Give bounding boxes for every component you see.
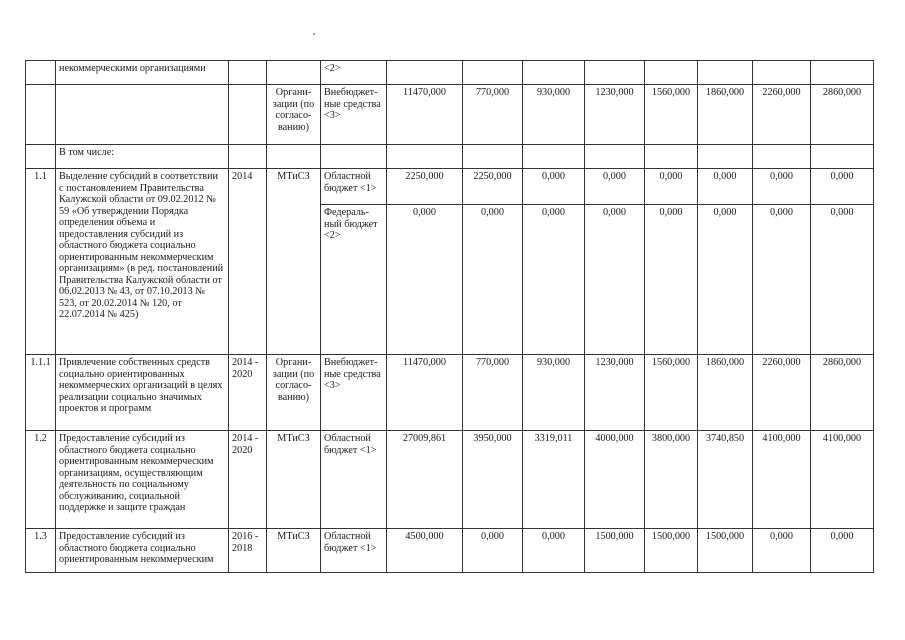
row-number-cell xyxy=(26,145,56,169)
value-total: 11470,000 xyxy=(387,355,463,431)
value-2019: 4100,000 xyxy=(753,431,811,529)
value-2019: 2260,000 xyxy=(753,355,811,431)
value-total: 4500,000 xyxy=(387,529,463,573)
measure-name-cell: Предоставление субсидий из областного бюджета социально ориентированным некоммерческим организациям, осуществляющим деятельность по социальному обслуживанию, социальной поддержке и защите граждан xyxy=(56,431,229,529)
value-2014: 0,000 xyxy=(463,529,523,573)
table-row xyxy=(26,355,874,431)
funding-source-cell: Областной бюджет <1> xyxy=(321,431,387,529)
value-2016: 4000,000 xyxy=(585,431,645,529)
row-number-cell: 1.3 xyxy=(26,529,56,573)
value-cell xyxy=(698,145,753,169)
value-2019: 0,000 xyxy=(753,205,811,355)
year-cell xyxy=(229,85,267,145)
value-cell xyxy=(753,61,811,85)
funding-source-cell xyxy=(321,145,387,169)
value-2015: 3319,011 xyxy=(523,431,585,529)
value-2016: 1500,000 xyxy=(585,529,645,573)
value-2017: 1500,000 xyxy=(645,529,698,573)
measure-name-cell: некоммерческими организациями xyxy=(56,61,229,85)
value-2017: 1560,000 xyxy=(645,85,698,145)
value-2017: 3800,000 xyxy=(645,431,698,529)
value-2020: 4100,000 xyxy=(811,431,874,529)
table-row xyxy=(26,61,874,85)
row-number-cell xyxy=(26,85,56,145)
measure-name-cell xyxy=(56,85,229,145)
value-2014: 0,000 xyxy=(463,205,523,355)
year-cell xyxy=(229,61,267,85)
year-cell xyxy=(229,145,267,169)
table-row xyxy=(26,85,874,145)
value-total: 2250,000 xyxy=(387,169,463,205)
funding-source-cell: Областной бюджет <1> xyxy=(321,169,387,205)
row-number-cell: 1.2 xyxy=(26,431,56,529)
value-cell xyxy=(645,145,698,169)
value-cell xyxy=(523,61,585,85)
table-row xyxy=(26,529,874,573)
measure-name-cell: Выделение субсидий в соответствии с постановлением Правительства Калужской области от 09.02.2012 № 59 «Об утверждении Порядка определения объема и предоставления субсидий из областного бюджета социально ориентированным некоммерческим организациям» (в ред. постановлений Правительства Калужской области от 06.02.2013 № 43, от 07.10.2013 № 523, от 20.02.2014 № 120, от 22.07.2014 № 425) xyxy=(56,169,229,355)
value-2018: 1500,000 xyxy=(698,529,753,573)
executor-cell xyxy=(267,145,321,169)
value-total: 0,000 xyxy=(387,205,463,355)
table-row xyxy=(26,145,874,169)
program-table xyxy=(25,60,874,573)
value-total: 11470,000 xyxy=(387,85,463,145)
value-cell xyxy=(645,61,698,85)
value-cell xyxy=(585,61,645,85)
value-2018: 1860,000 xyxy=(698,85,753,145)
funding-source-cell: Областной бюджет <1> xyxy=(321,529,387,573)
value-2018: 0,000 xyxy=(698,205,753,355)
value-2019: 0,000 xyxy=(753,169,811,205)
year-cell: 2014 xyxy=(229,169,267,355)
value-2018: 1860,000 xyxy=(698,355,753,431)
value-cell xyxy=(811,145,874,169)
year-cell: 2014 - 2020 xyxy=(229,431,267,529)
executor-cell: МТиСЗ xyxy=(267,169,321,355)
executor-cell: Органи- зации (по согласо- ванию) xyxy=(267,85,321,145)
value-cell xyxy=(463,145,523,169)
value-cell xyxy=(387,61,463,85)
scan-speck xyxy=(313,33,315,35)
value-cell xyxy=(811,61,874,85)
funding-source-cell: Внебюджет- ные средства <3> xyxy=(321,355,387,431)
subheading-cell: В том числе: xyxy=(56,145,229,169)
value-2017: 1560,000 xyxy=(645,355,698,431)
value-cell xyxy=(463,61,523,85)
value-2020: 2860,000 xyxy=(811,355,874,431)
funding-source-cell: Федераль- ный бюджет <2> xyxy=(321,205,387,355)
value-2016: 0,000 xyxy=(585,205,645,355)
value-total: 27009,861 xyxy=(387,431,463,529)
row-number-cell xyxy=(26,61,56,85)
value-2020: 0,000 xyxy=(811,529,874,573)
measure-name-cell: Предоставление субсидий из областного бюджета социально ориентированным некоммерческим xyxy=(56,529,229,573)
value-2017: 0,000 xyxy=(645,169,698,205)
value-2015: 0,000 xyxy=(523,169,585,205)
value-2014: 770,000 xyxy=(463,85,523,145)
value-2020: 2860,000 xyxy=(811,85,874,145)
value-2014: 3950,000 xyxy=(463,431,523,529)
value-2014: 2250,000 xyxy=(463,169,523,205)
value-2017: 0,000 xyxy=(645,205,698,355)
executor-cell xyxy=(267,61,321,85)
value-2020: 0,000 xyxy=(811,205,874,355)
value-2019: 0,000 xyxy=(753,529,811,573)
value-2014: 770,000 xyxy=(463,355,523,431)
value-cell xyxy=(387,145,463,169)
value-2015: 930,000 xyxy=(523,85,585,145)
executor-cell: Органи- зации (по согласо- ванию) xyxy=(267,355,321,431)
year-cell: 2014 - 2020 xyxy=(229,355,267,431)
value-2015: 0,000 xyxy=(523,205,585,355)
value-2018: 0,000 xyxy=(698,169,753,205)
funding-source-cell: Внебюджет- ные средства <3> xyxy=(321,85,387,145)
table-row xyxy=(26,431,874,529)
value-2020: 0,000 xyxy=(811,169,874,205)
executor-cell: МТиСЗ xyxy=(267,529,321,573)
row-number-cell: 1.1.1 xyxy=(26,355,56,431)
value-cell xyxy=(523,145,585,169)
year-cell: 2016 - 2018 xyxy=(229,529,267,573)
table-row xyxy=(26,169,874,205)
value-2016: 0,000 xyxy=(585,169,645,205)
value-2015: 0,000 xyxy=(523,529,585,573)
row-number-cell: 1.1 xyxy=(26,169,56,355)
value-2019: 2260,000 xyxy=(753,85,811,145)
executor-cell: МТиСЗ xyxy=(267,431,321,529)
value-2018: 3740,850 xyxy=(698,431,753,529)
value-cell xyxy=(698,61,753,85)
value-2015: 930,000 xyxy=(523,355,585,431)
funding-source-cell: <2> xyxy=(321,61,387,85)
value-cell xyxy=(753,145,811,169)
value-cell xyxy=(585,145,645,169)
measure-name-cell: Привлечение собственных средств социально ориентированных некоммерческих организаций в целях реализации социально значимых проектов и программ xyxy=(56,355,229,431)
value-2016: 1230,000 xyxy=(585,85,645,145)
value-2016: 1230,000 xyxy=(585,355,645,431)
